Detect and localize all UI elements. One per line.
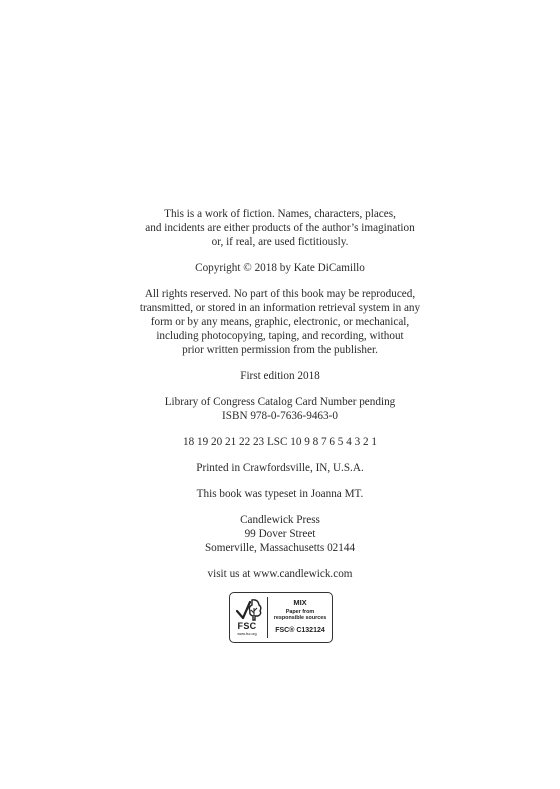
rights-line-3: form or by any means, graphic, electronic, or mechanical,: [150, 316, 410, 328]
website-line: visit us at www.candlewick.com: [207, 568, 353, 580]
fsc-mix-label: MIX: [293, 598, 307, 607]
rights-line-1: All rights reserved. No part of this book may be reproduced,: [144, 288, 416, 300]
edition-line: First edition 2018: [240, 370, 320, 382]
copyright-line: Copyright © 2018 by Kate DiCamillo: [195, 262, 365, 274]
catalog-line: Library of Congress Catalog Card Number pending: [164, 396, 396, 408]
fsc-divider: [267, 597, 268, 638]
rights-line-4: including photocopying, taping, and recording, without: [156, 330, 404, 342]
fiction-line-3: or, if real, are used fictitiously.: [211, 236, 349, 248]
fsc-license-code: FSC® C132124: [275, 627, 325, 634]
typeset-note: [0, 487, 560, 501]
website-note: [0, 567, 560, 581]
print-line: [0, 435, 560, 449]
publisher-street: 99 Dover Street: [244, 528, 316, 540]
rights-statement: [0, 287, 560, 357]
catalog-info: [0, 395, 560, 423]
copyright-page: [0, 207, 560, 593]
fsc-description: [270, 609, 330, 622]
printed-line: Printed in Crawfordsville, IN, U.S.A.: [196, 462, 364, 474]
publisher-address: [0, 513, 560, 555]
typeset-line: This book was typeset in Joanna MT.: [196, 488, 364, 500]
fsc-url: www.fsc.org: [237, 632, 257, 636]
edition-notice: [0, 369, 560, 383]
fsc-logo: [229, 592, 333, 643]
publisher-name: Candlewick Press: [240, 514, 320, 526]
printed-location: [0, 461, 560, 475]
rights-line-5: prior written permission from the publisher.: [182, 344, 378, 356]
printing-numbers: 18 19 20 21 22 23 LSC 10 9 8 7 6 5 4 3 2 1: [183, 436, 377, 448]
isbn-line: ISBN 978-0-7636-9463-0: [222, 410, 338, 422]
rights-line-2: transmitted, or stored in an information retrieval system in any: [139, 302, 421, 314]
fsc-desc-line-2: responsible sources: [273, 615, 327, 622]
fiction-disclaimer: [0, 207, 560, 249]
fiction-line-2: and incidents are either products of the author’s imagination: [145, 222, 415, 234]
fsc-desc-line-1: Paper from: [285, 609, 315, 615]
fsc-letters: FSC: [237, 621, 257, 631]
copyright-notice: [0, 261, 560, 275]
publisher-city: Somerville, Massachusetts 02144: [204, 542, 356, 554]
fiction-line-1: This is a work of fiction. Names, characters, places,: [164, 208, 396, 220]
